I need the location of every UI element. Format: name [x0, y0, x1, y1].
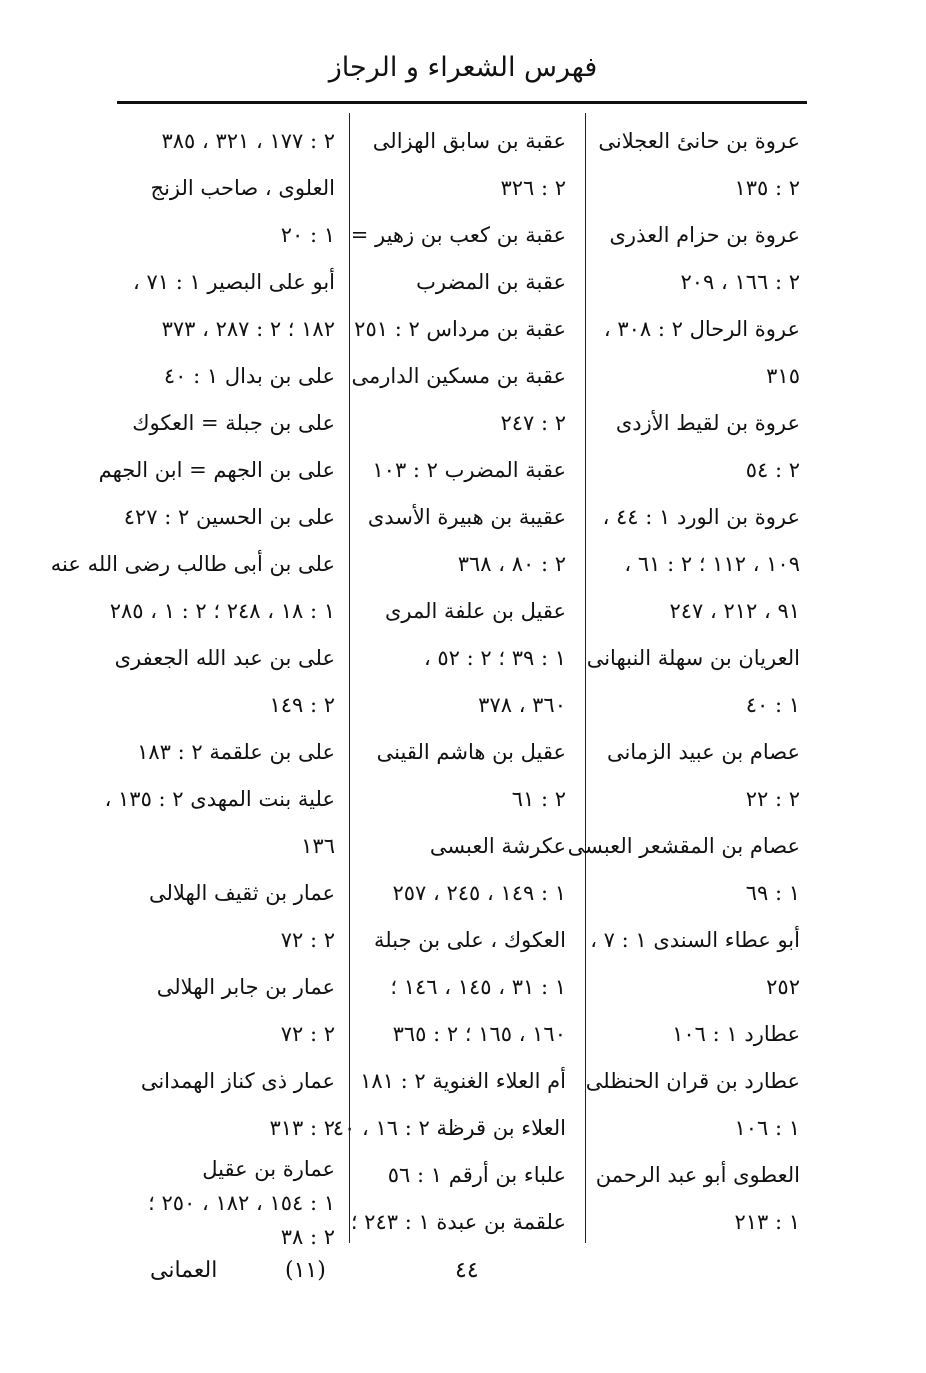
- index-entry-line: العلوى ، صاحب الزنج: [150, 176, 335, 200]
- index-entry-line: ٩١ ، ٢١٢ ، ٢٤٧: [669, 599, 800, 623]
- index-entry-line: على بن أبى طالب رضى الله عنه: [50, 552, 335, 576]
- index-entry-line: أبو على البصير ١ : ٧١ ،: [133, 270, 335, 294]
- index-entry-line: عروة بن حزام العذرى: [609, 223, 800, 247]
- index-entry-line: عكرشة العبسى: [429, 834, 566, 858]
- index-entry-line: ٢ : ٢٢: [745, 787, 800, 811]
- index-entry-line: على بن عبد الله الجعفرى: [114, 646, 335, 670]
- index-entry-line: ١ : ٦٩: [745, 881, 800, 905]
- index-entry-line: ١ : ٤٠: [745, 693, 800, 717]
- index-entry-line: عقبة بن مرداس ٢ : ٢٥١: [354, 317, 566, 341]
- index-entry-line: عصام بن المقشعر العبسى: [567, 834, 800, 858]
- header-rule: [117, 101, 807, 104]
- index-entry-line: ٢ : ٨٠ ، ٣٦٨: [457, 552, 566, 576]
- index-entry-line: ٢ : ١٦٦ ، ٢٠٩: [680, 270, 800, 294]
- index-entry-line: عروة بن حانئ العجلانى: [598, 129, 800, 153]
- index-entry-line: على بن علقمة ٢ : ١٨٣: [137, 740, 335, 764]
- index-entry-line: عروة بن لقيط الأزدى: [615, 411, 800, 435]
- index-entry-line: ١ : ٣٩ ؛ ٢ : ٥٢ ،: [423, 646, 566, 670]
- index-entry-line: ٢ : ٥٤: [745, 458, 800, 482]
- index-entry-line: ١ : ٢١٣: [734, 1210, 800, 1234]
- index-entry-line: ٢ : ٧٢: [280, 1022, 335, 1046]
- index-entry-line: ١ : ١٤٩ ، ٢٤٥ ، ٢٥٧: [392, 881, 566, 905]
- index-entry-line: ٢ : ٣٨: [280, 1225, 335, 1249]
- index-entry-line: على بن الجهم = ابن الجهم: [98, 458, 335, 482]
- index-entry-line: ١ : ١٨ ، ٢٤٨ ؛ ٢ : ١ ، ٢٨٥: [109, 599, 335, 623]
- index-entry-line: عقبة بن المضرب: [416, 270, 566, 294]
- index-entry-line: ٢ : ١٣٥: [734, 176, 800, 200]
- index-entry-line: ٢ : ١٤٩: [269, 693, 335, 717]
- index-entry-line: عقبة بن كعب بن زهير =: [350, 223, 566, 247]
- index-entry-line: عمارة بن عقيل: [202, 1157, 335, 1181]
- index-entry-line: عقيل بن علفة المرى: [384, 599, 566, 623]
- index-entry-line: ١٣٦: [301, 834, 335, 858]
- index-column-right: [567, 118, 800, 1246]
- index-entry-line: عروة الرحال ٢ : ٣٠٨ ،: [603, 317, 800, 341]
- page-number: ٤٤: [455, 1258, 479, 1283]
- footer-signature: (١١): [285, 1258, 326, 1283]
- index-entry-line: عقبة بن سابق الهزالى: [372, 129, 566, 153]
- index-entry-line: العكوك ، على بن جبلة: [374, 928, 566, 952]
- page-title: فهرس الشعراء و الرجاز: [328, 52, 598, 83]
- index-entry-line: عمار ذى كناز الهمدانى: [140, 1069, 335, 1093]
- index-column-middle: [332, 118, 566, 1246]
- index-entry-line: عمار بن ثقيف الهلالى: [149, 881, 335, 905]
- index-entry-line: ٢ : ٦١: [511, 787, 566, 811]
- index-entry-line: ٢ : ٣٢٦: [500, 176, 566, 200]
- index-entry-line: ٢ : ١٧٧ ، ٣٢١ ، ٣٨٥: [161, 129, 335, 153]
- index-entry-line: عطارد ١ : ١٠٦: [672, 1022, 800, 1046]
- index-entry-line: ٢٥٢: [766, 975, 800, 999]
- index-entry-line: عمار بن جابر الهلالى: [156, 975, 335, 999]
- index-entry-line: عطارد بن قران الحنظلى: [585, 1069, 800, 1093]
- index-entry-line: ١ : ٣١ ، ١٤٥ ، ١٤٦ ؛: [390, 975, 566, 999]
- index-entry-line: عصام بن عبيد الزمانى: [606, 740, 800, 764]
- column-divider-left: [349, 113, 350, 1243]
- index-entry-line: ٢ : ٣١٣: [269, 1116, 335, 1140]
- index-entry-line: ٢ : ٢٤٧: [500, 411, 566, 435]
- index-entry-line: ١ : ١٠٦: [734, 1116, 800, 1140]
- index-entry-line: على بن الحسين ٢ : ٤٢٧: [123, 505, 335, 529]
- index-entry-line: ١٦٠ ، ١٦٥ ؛ ٢ : ٣٦٥: [392, 1022, 566, 1046]
- index-column-left: [50, 118, 335, 1254]
- index-entry-line: ١٠٩ ، ١١٢ ؛ ٢ : ٦١ ،: [624, 552, 800, 576]
- index-entry-line: ١ : ٢٠: [280, 223, 335, 247]
- index-entry-line: ١٨٢ ؛ ٢ : ٢٨٧ ، ٣٧٣: [161, 317, 335, 341]
- index-entry-line: العريان بن سهلة النبهانى: [586, 646, 800, 670]
- index-entry-line: العطوى أبو عبد الرحمن: [595, 1163, 800, 1187]
- index-entry-line: علية بنت المهدى ٢ : ١٣٥ ،: [104, 787, 335, 811]
- index-entry-line: على بن بدال ١ : ٤٠: [163, 364, 335, 388]
- index-entry-line: ٣٦٠ ، ٣٧٨: [478, 693, 566, 717]
- index-entry-line: عقيبة بن هبيرة الأسدى: [367, 505, 566, 529]
- index-entry-line: ٢ : ٧٢: [280, 928, 335, 952]
- index-entry-line: علباء بن أرقم ١ : ٥٦: [387, 1163, 566, 1187]
- index-entry-line: ١ : ١٥٤ ، ١٨٢ ، ٢٥٠ ؛: [148, 1191, 335, 1215]
- index-entry-line: العلاء بن قرظة ٢ : ١٦ ، ٤٠: [332, 1116, 566, 1140]
- footer-catchword: العمانى: [150, 1258, 218, 1283]
- index-entry-line: علقمة بن عبدة ١ : ٢٤٣ ؛: [350, 1210, 566, 1234]
- index-entry-line: على بن جبلة = العكوك: [132, 411, 335, 435]
- index-entry-line: أم العلاء الغنوية ٢ : ١٨١: [360, 1069, 566, 1093]
- index-entry-line: عقيل بن هاشم القينى: [376, 740, 566, 764]
- index-entry-line: عقبة المضرب ٢ : ١٠٣: [372, 458, 566, 482]
- index-entry-line: أبو عطاء السندى ١ : ٧ ،: [590, 928, 800, 952]
- index-entry-line: عروة بن الورد ١ : ٤٤ ،: [602, 505, 800, 529]
- index-entry-line: عقبة بن مسكين الدارمى: [351, 364, 566, 388]
- index-entry-line: ٣١٥: [766, 364, 800, 388]
